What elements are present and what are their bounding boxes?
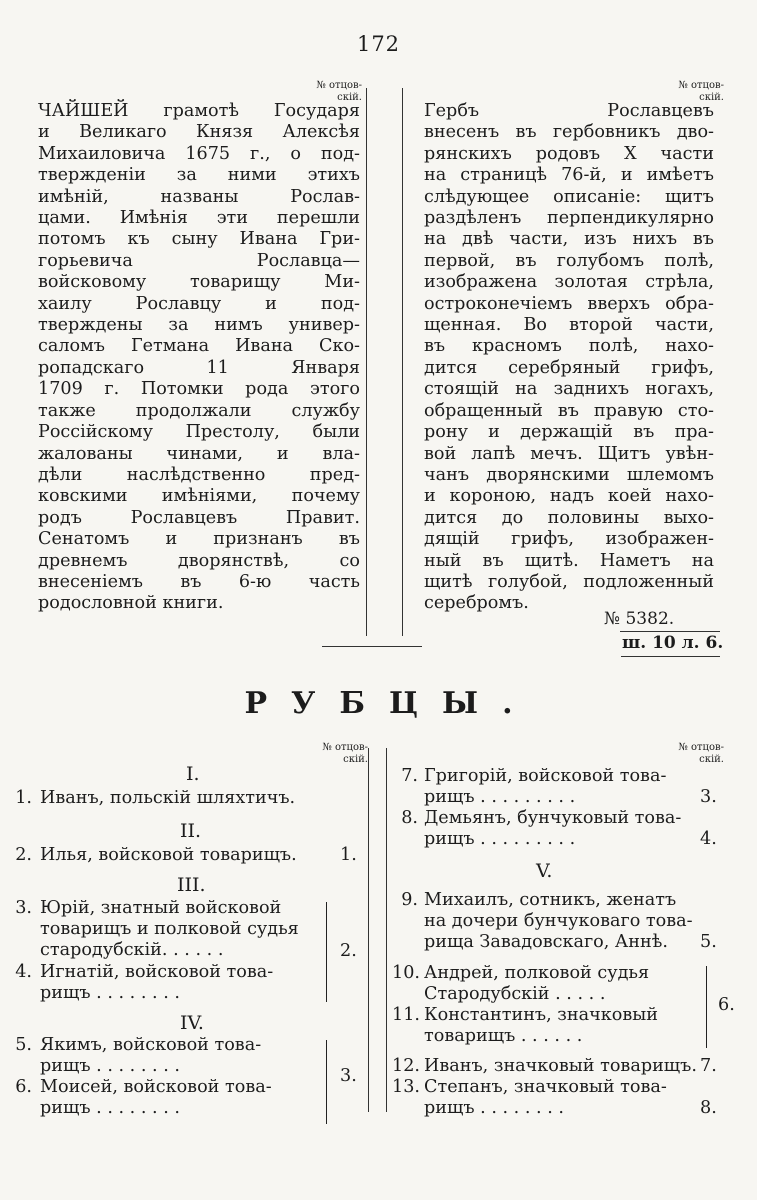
text-line: родословной книги. [38, 593, 224, 614]
text-line: стоящій на заднихъ ногахъ, [424, 379, 714, 400]
entry-text: Юрій, знатный войсковой [40, 898, 282, 918]
parent-ref: 8. [700, 1098, 717, 1118]
stamp-sub-underline [621, 656, 720, 657]
entry-text: Михаилъ, сотникъ, женатъ [424, 890, 677, 910]
text-line: также продолжали службу [38, 400, 360, 421]
entry-number: 6. [15, 1077, 32, 1097]
text-line: ропадскаго 11 Января [38, 357, 360, 378]
upper-column-divider-left [366, 88, 367, 636]
text-line: ный въ щитѣ. Наметъ на [424, 550, 714, 571]
text-line: Михаиловича 1675 г., о под- [38, 143, 360, 164]
column-label-lower-right: № отцов- скій. [678, 742, 724, 765]
entry-text: рищъ . . . . . . . . [40, 1056, 181, 1076]
entry-text: Константинъ, значковый [424, 1005, 658, 1025]
text-line: изображена золотая стрѣла, [424, 272, 714, 293]
entry-number: 5. [15, 1035, 32, 1055]
text-line: слѣдующее описаніе: щитъ [424, 186, 714, 207]
parent-ref: 3. [340, 1066, 357, 1086]
text-line: чанъ дворянскими шлемомъ [424, 464, 714, 485]
text-line: Гербъ Рославцевъ [424, 101, 714, 121]
entry-number: 13. [392, 1077, 420, 1097]
entry-text: Моисей, войсковой това- [40, 1077, 272, 1097]
entry-text: Иванъ, значковый товарищъ. [424, 1056, 697, 1076]
entry-text: Григорій, войсковой това- [424, 766, 667, 786]
column-label-right: № отцов- скій. [678, 80, 724, 103]
entry-text: Якимъ, войсковой това- [40, 1035, 262, 1055]
text-line: раздѣленъ перпендикулярно [424, 208, 714, 229]
entry-text: рищъ . . . . . . . . . [424, 787, 576, 807]
text-line: Сенатомъ и признанъ въ [38, 529, 360, 550]
entry-number: 3. [15, 898, 32, 918]
text-line: потомъ къ сыну Ивана Гри- [38, 229, 360, 250]
text-line: войсковому товарищу Ми- [38, 272, 360, 293]
lower-column-divider-left [368, 748, 369, 1112]
entry-number: 8. [401, 808, 418, 828]
text-line: рону и держащій въ пра- [424, 422, 714, 443]
entry-text: стародубскій. . . . . . [40, 940, 224, 960]
text-line: хаилу Рославцу и под- [38, 293, 360, 314]
entry-text: на дочери бунчуковаго това- [424, 911, 693, 931]
text-line: и Великаго Князя Алексѣя [38, 122, 360, 143]
entry-text: Демьянъ, бунчуковый това- [424, 808, 682, 828]
text-line: Россійскому Престолу, были [38, 422, 360, 443]
text-line: древнемъ дворянствѣ, со [38, 550, 360, 571]
text-line: ЧАЙШЕЙ грамотѣ Государя [38, 101, 360, 121]
entry-number: 1. [15, 788, 32, 808]
entry-text: Степанъ, значковый това- [424, 1077, 667, 1097]
text-line: ковскими имѣніями, почему [38, 486, 360, 507]
entry-text: Игнатій, войсковой това- [40, 962, 274, 982]
upper-right-text [424, 101, 714, 615]
entry-number: 2. [15, 845, 32, 865]
generation-2: II. [180, 820, 202, 842]
entry-text: товарищъ . . . . . . [424, 1026, 583, 1046]
stamp-number: № 5382. [604, 609, 675, 629]
text-line: тверждены за нимъ универ- [38, 315, 360, 336]
parent-ref: 4. [700, 829, 717, 849]
text-line: въ красномъ полѣ, нахо- [424, 336, 714, 357]
entry-text: рищъ . . . . . . . . [40, 983, 181, 1003]
generation-1: I. [186, 763, 200, 785]
entry-number: 12. [392, 1056, 420, 1076]
entry-text: Иванъ, польскій шляхтичъ. [40, 788, 296, 808]
entry-text: Андрей, полковой судья [424, 963, 650, 983]
text-line: на страницѣ 76-й, и имѣетъ [424, 165, 714, 186]
text-line: внесенъ въ гербовникъ дво- [424, 122, 714, 143]
column-label-lower-left: № отцов- скій. [322, 742, 368, 765]
text-line: горьевича Рославца— [38, 250, 360, 271]
stamp-sub: ш. 10 л. 6. [622, 633, 724, 653]
upper-column-divider-right [402, 88, 403, 636]
text-line: рянскихъ родовъ X части [424, 143, 714, 164]
text-line: цами. Имѣнія эти перешли [38, 208, 360, 229]
text-line: дящій грифъ, изображен- [424, 529, 714, 550]
generation-5: V. [536, 860, 553, 882]
parent-ref: 3. [700, 787, 717, 807]
entry-text: рищъ . . . . . . . . [424, 1098, 565, 1118]
column-label-left: № отцов- скій. [316, 80, 362, 103]
text-line: дится серебряный грифъ, [424, 357, 714, 378]
section-divider [322, 646, 422, 647]
text-line: вой лапѣ мечъ. Щитъ увѣн- [424, 443, 714, 464]
entry-text: Илья, войсковой товарищъ. [40, 845, 297, 865]
parent-ref: 2. [340, 941, 357, 961]
text-line: щенная. Во второй части, [424, 315, 714, 336]
entry-text: рища Завадовскаго, Аннѣ. [424, 932, 668, 952]
page-number: 172 [356, 32, 401, 56]
bracket [700, 966, 707, 1048]
generation-3: III. [177, 874, 206, 896]
text-line: внесеніемъ въ 6-ю часть [38, 571, 360, 592]
bracket [320, 1040, 327, 1124]
family-title: РУБЦЫ. [244, 686, 537, 721]
stamp-underline [620, 631, 720, 632]
entry-text: рищъ . . . . . . . . [40, 1098, 181, 1118]
entry-text: рищъ . . . . . . . . . [424, 829, 576, 849]
text-line: остроконечіемъ вверхъ обра- [424, 293, 714, 314]
generation-4: IV. [180, 1012, 204, 1034]
text-line: дится до половины выхо- [424, 507, 714, 528]
text-line: жалованы чинами, и вла- [38, 443, 360, 464]
text-line: серебромъ. [424, 593, 529, 614]
text-line: и короною, надъ коей нахо- [424, 486, 714, 507]
entry-number: 9. [401, 890, 418, 910]
text-line: 1709 г. Потомки рода этого [38, 379, 360, 400]
upper-left-text [38, 101, 360, 615]
text-line: щитѣ голубой, подложенный [424, 571, 714, 592]
entry-number: 7. [401, 766, 418, 786]
entry-number: 11. [392, 1005, 420, 1025]
bracket [320, 902, 327, 1002]
text-line: твержденіи за ними этихъ [38, 165, 360, 186]
parent-ref: 7. [700, 1056, 717, 1076]
entry-text: Стародубскій . . . . . [424, 984, 606, 1004]
text-line: обращенный въ правую сто- [424, 400, 714, 421]
entry-text: товарищъ и полковой судья [40, 919, 299, 939]
parent-ref: 6. [718, 995, 735, 1015]
entry-number: 4. [15, 962, 32, 982]
text-line: первой, въ голубомъ полѣ, [424, 250, 714, 271]
parent-ref: 5. [700, 932, 717, 952]
entry-number: 10. [392, 963, 420, 983]
text-line: дѣли наслѣдственно пред- [38, 464, 360, 485]
lower-column-divider-right [386, 748, 387, 1112]
parent-ref: 1. [340, 845, 357, 865]
text-line: родъ Рославцевъ Правит. [38, 507, 360, 528]
text-line: на двѣ части, изъ нихъ въ [424, 229, 714, 250]
text-line: имѣній, названы Рослав- [38, 186, 360, 207]
text-line: саломъ Гетмана Ивана Ско- [38, 336, 360, 357]
